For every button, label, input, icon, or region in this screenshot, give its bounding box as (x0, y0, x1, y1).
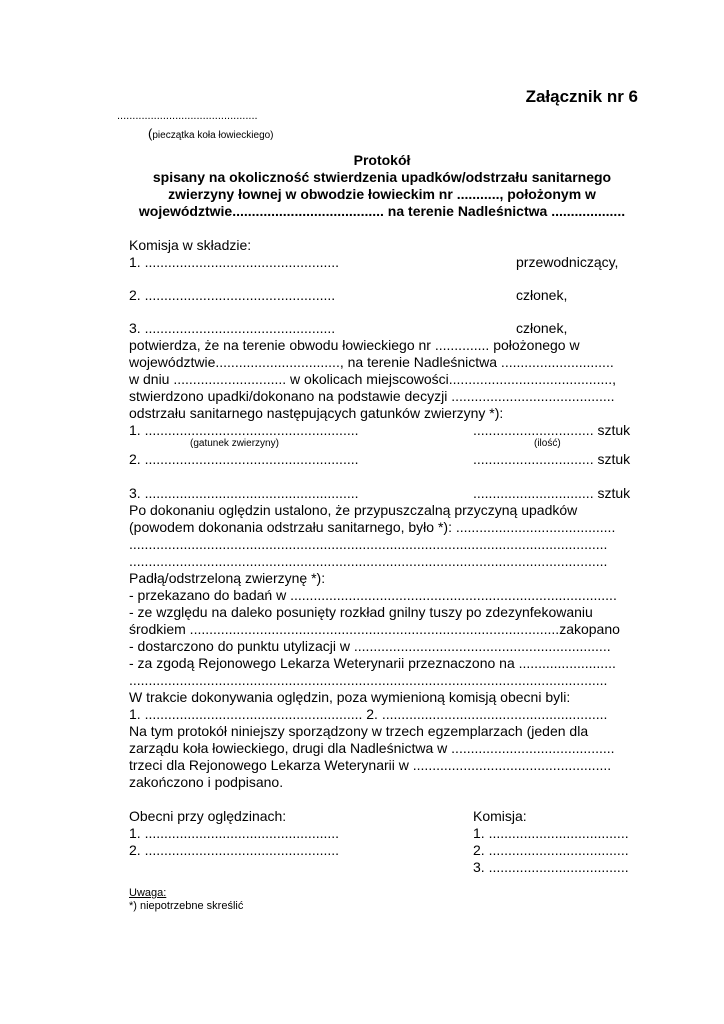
body-line: Padłą/odstrzeloną zwierzynę *): (129, 570, 326, 586)
body-line: - dostarczono do punktu utylizacji w .................................................................. (129, 638, 611, 654)
commission-member-1-dots: 1. .................................................. (129, 254, 340, 270)
body-line: środkiem ...............................................................................................zakopano (129, 621, 620, 637)
stamp-label: pieczątka koła łowieckiego) (152, 130, 274, 141)
title-line-1: Protokół (353, 152, 411, 168)
species-caption: (gatunek zwierzyny) (190, 438, 279, 449)
body-line: ........................................................................................................................... (129, 536, 608, 552)
title-line-2: spisany na okoliczność stwierdzenia upadków/odstrzału sanitarnego (152, 169, 612, 185)
body-line: zakończono i podpisano. (129, 774, 284, 790)
species-3-dots: 3. ....................................................... (129, 485, 359, 501)
body-line: Na tym protokół niniejszy sporządzony w trzech egzemplarzach (jeden dla (129, 723, 589, 739)
commission-member-1-role: przewodniczący, (516, 254, 619, 270)
note-label: Uwaga: (129, 887, 167, 899)
body-line: - przekazano do badań w .................................................................................... (129, 587, 617, 603)
species-2-qty: ............................... sztuk (473, 451, 631, 467)
body-line: potwierdza, że na terenie obwodu łowieckiego nr .............. położonego w (129, 337, 580, 353)
body-line: ........................................................................................................................... (129, 672, 608, 688)
species-3-qty: ............................... sztuk (473, 485, 631, 501)
body-line: 1. ........................................................ 2. .......................................................... (129, 706, 608, 722)
attachment-number: Załącznik nr 6 (525, 87, 638, 106)
commission-member-3-role: członek, (516, 320, 568, 336)
present-heading: Obecni przy oględzinach: (129, 808, 287, 824)
commission-signature-line: 3. .................................... (473, 859, 629, 875)
stamp-caption (148, 125, 274, 143)
body-line: (powodem dokonania odstrzału sanitarnego, było *): ......................................... (129, 519, 616, 535)
body-line: w dniu ............................. w okolicach miejscowości.........................................., (129, 371, 617, 387)
body-line: - za zgodą Rejonowego Lekarza Weterynarii przeznaczono na ......................... (129, 655, 616, 671)
body-line: trzeci dla Rejonowego Lekarza Weterynarii w ................................................... (129, 757, 612, 773)
title-line-3: zwierzyny łownej w obwodzie łowieckim nr ..........., położonym w (168, 186, 596, 202)
commission-member-2-dots: 2. ................................................. (129, 287, 336, 303)
body-line: zarządu koła łowieckiego, drugi dla Nadleśnictwa w .......................................... (129, 740, 615, 756)
body-line: województwie................................, na terenie Nadleśnictwa ............................. (129, 354, 614, 370)
species-1-dots: 1. ....................................................... (129, 422, 359, 438)
commission-signature-line: 2. .................................... (473, 842, 629, 858)
body-line: Po dokonaniu oględzin ustalono, że przypuszczalną przyczyną upadków (129, 502, 578, 518)
species-2-dots: 2. ....................................................... (129, 451, 359, 467)
qty-caption: (ilość) (534, 438, 561, 449)
present-signature-line: 2. .................................................. (129, 842, 340, 858)
species-1-qty: ............................... sztuk (473, 422, 631, 438)
stamp-dots: .............................................. (117, 110, 258, 122)
body-line: odstrzału sanitarnego następujących gatunków zwierzyny *): (129, 405, 504, 421)
body-line: - ze względu na daleko posunięty rozkład gnilny tuszy po zdezynfekowaniu (129, 604, 593, 620)
title-line-4: województwie....................................... na terenie Nadleśnictwa ................... (138, 203, 626, 219)
commission-member-3-dots: 3. ................................................. (129, 320, 336, 336)
body-line: ........................................................................................................................... (129, 553, 608, 569)
commission-heading: Komisja w składzie: (129, 237, 252, 253)
commission-member-2-role: członek, (516, 287, 568, 303)
commission-signature-line: 1. .................................... (473, 825, 629, 841)
present-signature-line: 1. .................................................. (129, 825, 340, 841)
body-line: W trakcie dokonywania oględzin, poza wymienioną komisją obecni byli: (129, 689, 571, 705)
note-text: *) niepotrzebne skreślić (129, 900, 244, 912)
commission-signature-heading: Komisja: (473, 808, 527, 824)
stamp-paren: ( (148, 126, 153, 141)
body-line: stwierdzono upadki/dokonano na podstawie decyzji .......................................... (129, 388, 615, 404)
